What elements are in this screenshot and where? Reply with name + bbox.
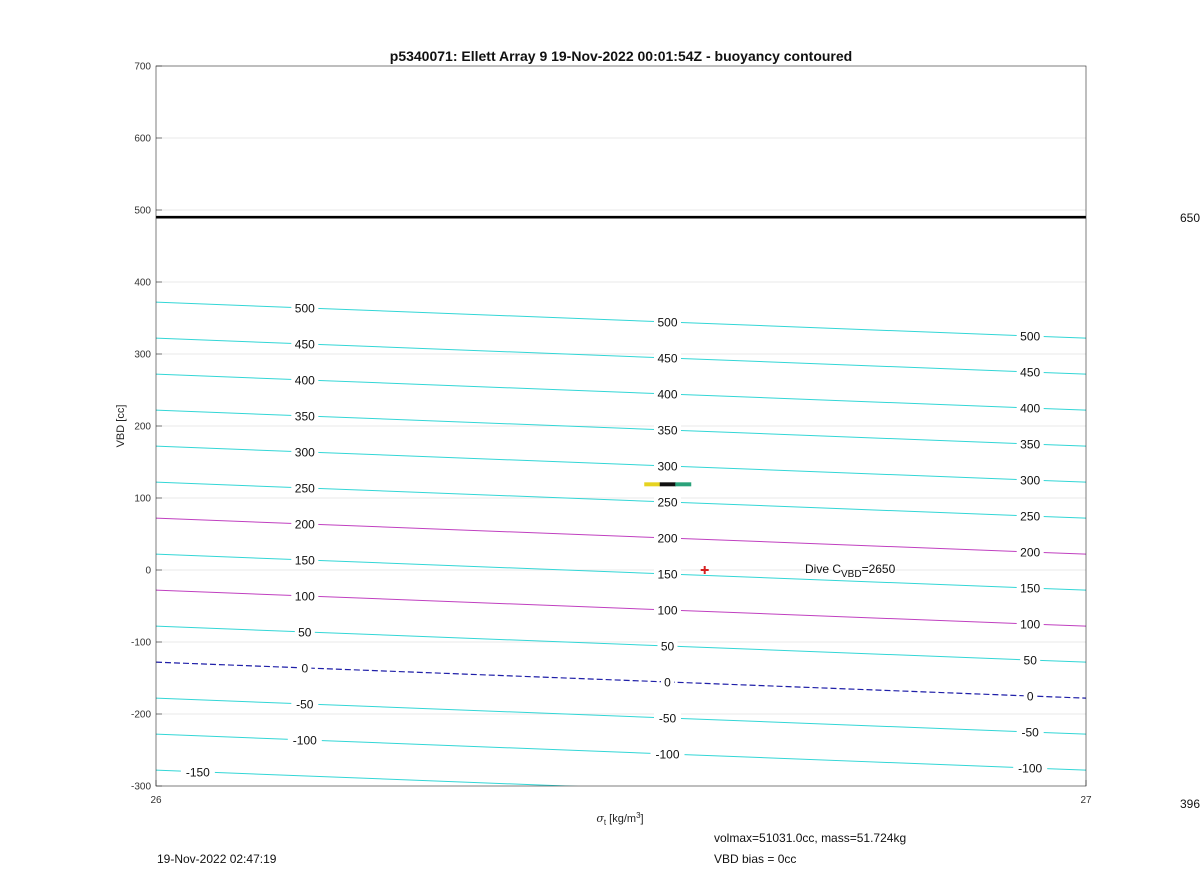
x-tick-label: 27 <box>1080 795 1092 806</box>
contour-label: -50 <box>658 711 677 726</box>
contour-label: 350 <box>294 409 315 424</box>
x-tick-label: 26 <box>150 795 162 806</box>
contour-label: 350 <box>1020 437 1041 452</box>
contour-label: 300 <box>657 459 678 474</box>
contour-label: 400 <box>1020 401 1041 416</box>
contour-label: 250 <box>294 481 315 496</box>
contour-label: -100 <box>1018 761 1043 776</box>
y-tick-label: -300 <box>130 781 151 793</box>
contour-label: 450 <box>294 337 315 352</box>
contour-label: 50 <box>660 639 675 654</box>
footer-volmax-mass: volmax=51031.0cc, mass=51.724kg <box>714 831 907 845</box>
contour-label: 0 <box>1026 689 1034 704</box>
y-tick-label: -100 <box>130 637 151 649</box>
y-tick-label: 300 <box>134 349 151 361</box>
contour-label: 50 <box>1023 653 1037 668</box>
contour-label: 500 <box>657 315 678 330</box>
x-axis-label: $\sigma_t$ $[kg/m^3]$ <box>596 811 644 827</box>
dive-label: Dive $C_{VBD}=2650$ <box>805 562 896 580</box>
observation-segment <box>644 482 660 486</box>
y-tick-label: 0 <box>145 565 151 577</box>
contour-label: 300 <box>294 445 315 460</box>
contour-label: 450 <box>657 351 678 366</box>
contour-label: 100 <box>1020 617 1041 632</box>
contour-label: 250 <box>1020 509 1041 524</box>
contour-label: 100 <box>657 603 678 618</box>
contour-label: 150 <box>657 567 678 582</box>
observation-segment <box>660 482 676 486</box>
footer-vbd-bias: VBD bias = 0cc <box>714 852 797 866</box>
contour-label: 250 <box>657 495 678 510</box>
contour-label: 0 <box>664 675 671 690</box>
contour-label: 400 <box>294 373 315 388</box>
observation-segment <box>675 482 691 486</box>
y-tick-label: 100 <box>134 493 151 505</box>
y-tick-label: 700 <box>134 61 151 73</box>
contour-label: -100 <box>292 733 317 748</box>
right-label-top: 650 <box>1179 211 1200 225</box>
contour-label: 350 <box>657 423 678 438</box>
contour-label: 0 <box>301 661 309 676</box>
right-label-bottom: 396 <box>1179 797 1200 811</box>
footer-timestamp: 19-Nov-2022 02:47:19 <box>157 852 277 866</box>
contour-label: 400 <box>657 387 678 402</box>
contour-label: 100 <box>294 589 315 604</box>
contour-label: 200 <box>294 517 315 532</box>
contour-label: 450 <box>1020 365 1041 380</box>
contour-label: -50 <box>1021 725 1039 740</box>
contour-label: 500 <box>1020 329 1041 344</box>
observation-band <box>644 482 691 486</box>
contour-label: 150 <box>294 553 315 568</box>
y-tick-label: 400 <box>134 277 151 289</box>
contour-label: 50 <box>298 625 312 640</box>
contour-label: 200 <box>657 531 678 546</box>
y-tick-label: -200 <box>130 709 151 721</box>
contour-label: 200 <box>1020 545 1041 560</box>
y-axis-label: VBD [cc] <box>115 404 127 448</box>
y-tick-label: 500 <box>134 205 151 217</box>
contour-label: 300 <box>1020 473 1041 488</box>
chart-title: p5340071: Ellett Array 9 19-Nov-2022 00:01:54Z - buoyancy contoured <box>389 48 853 64</box>
y-tick-label: 600 <box>134 133 151 145</box>
y-tick-label: 200 <box>134 421 151 433</box>
contour-label: -50 <box>296 697 314 712</box>
contour-label: -100 <box>655 747 680 762</box>
contour-label: 500 <box>294 301 315 316</box>
contour-label: 150 <box>1020 581 1041 596</box>
contour-label: -150 <box>185 765 210 780</box>
